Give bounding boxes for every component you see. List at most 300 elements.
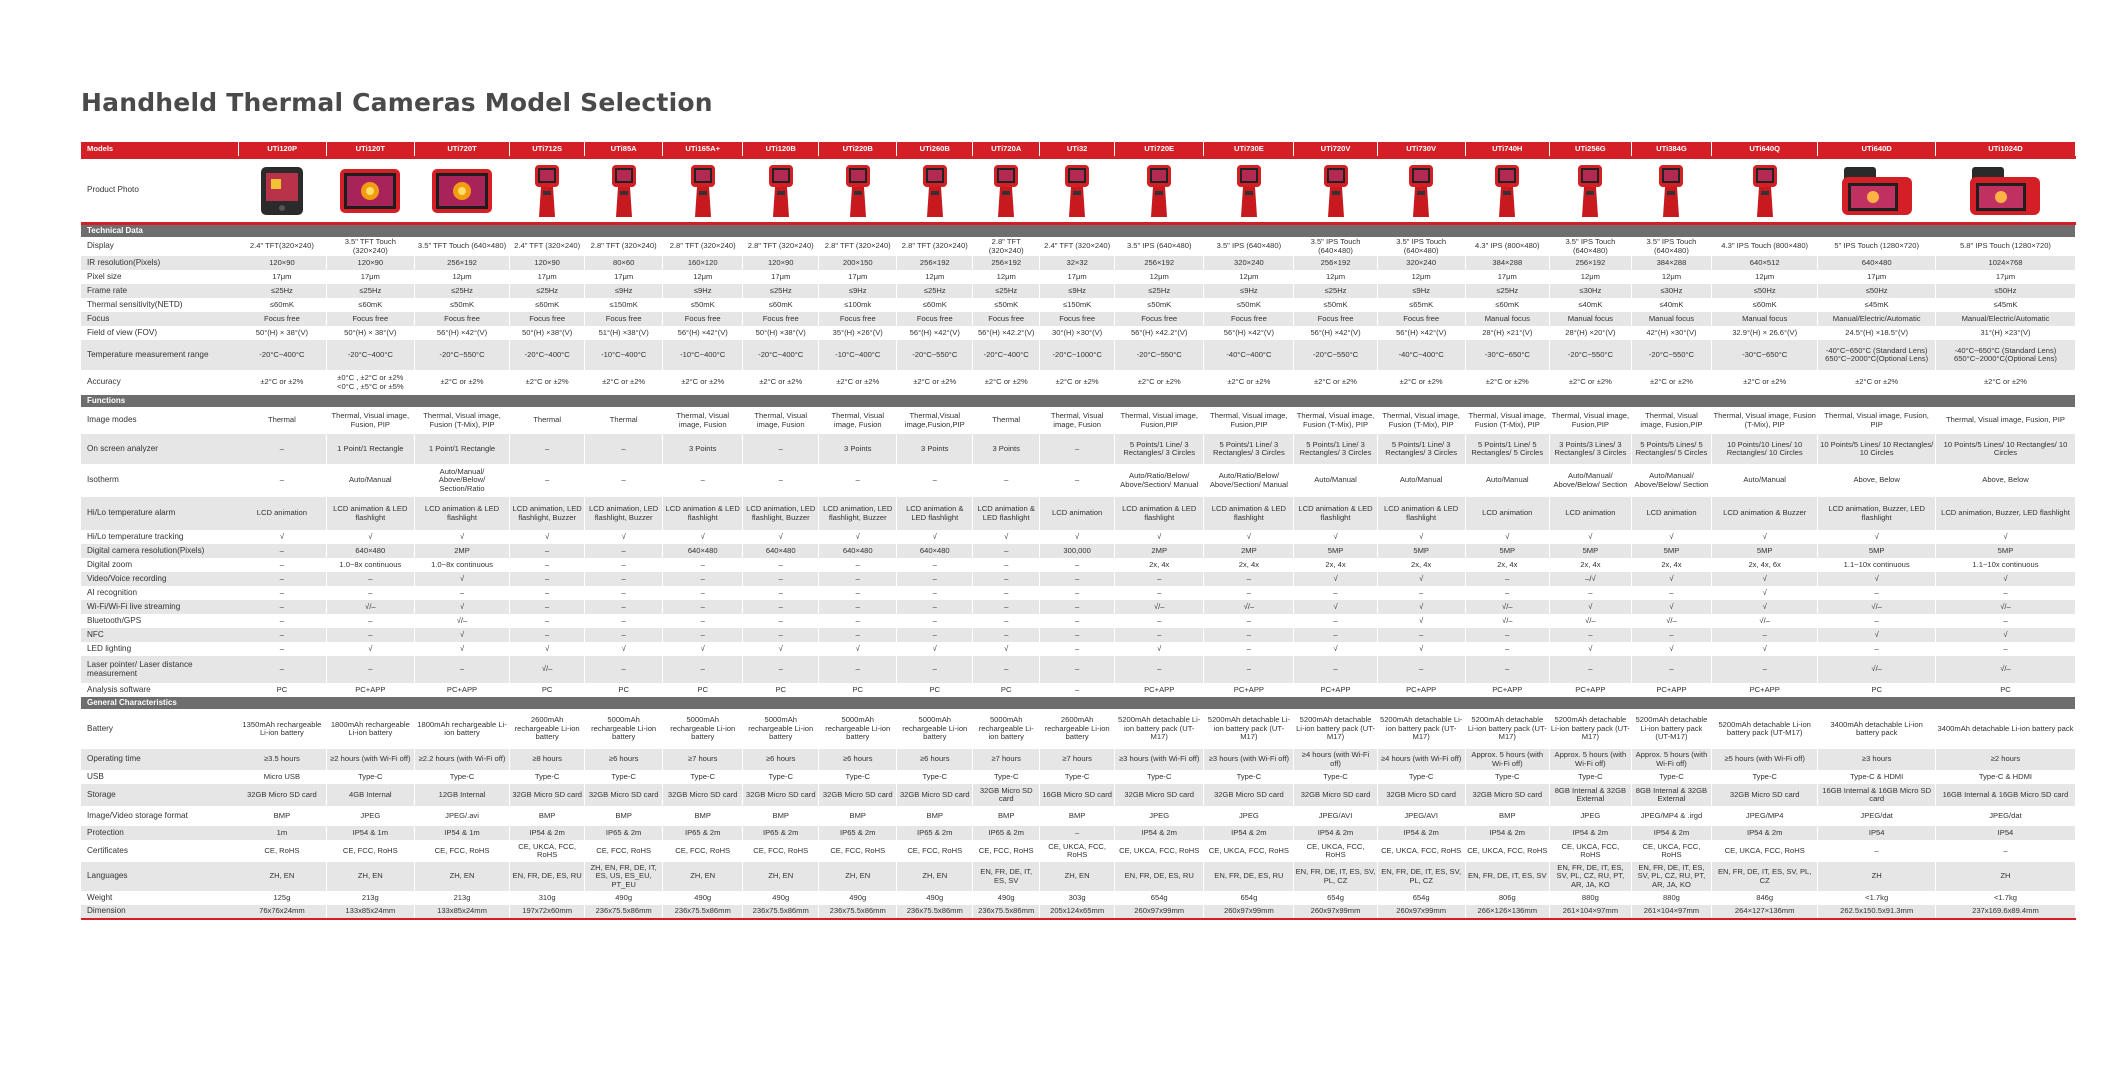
spec-value: √	[1377, 572, 1465, 586]
spec-value: 2MP	[1115, 544, 1204, 558]
spec-value: Manual focus	[1549, 312, 1631, 326]
spec-value: 10 Points/5 Lines/ 10 Rectangles/ 10 Circles	[1935, 434, 2075, 464]
spec-value: √	[663, 642, 743, 656]
spec-value: IP54	[1935, 826, 2075, 840]
spec-value: –	[1935, 614, 2075, 628]
spec-value: 56°(H) ×42°(V)	[897, 326, 973, 340]
spec-label: Image/Video storage format	[81, 806, 238, 826]
spec-value: IP54 & 1m	[414, 826, 509, 840]
spec-value: Thermal, Visual image, Fusion (T-Mix), PIP	[1377, 407, 1465, 434]
spec-row	[81, 407, 2076, 434]
product-photo-image	[328, 166, 413, 216]
spec-value: 1m	[238, 826, 326, 840]
spec-value: 205x124x65mm	[1040, 905, 1115, 919]
spec-value: √	[973, 642, 1040, 656]
product-photo-image	[898, 163, 971, 219]
spec-value: EN, FR, DE, ES, RU	[1204, 862, 1294, 891]
spec-value: EN, FR, DE, ES, RU	[1115, 862, 1204, 891]
spec-value: Focus free	[663, 312, 743, 326]
spec-value: PC+APP	[1465, 683, 1549, 697]
spec-value: PC	[973, 683, 1040, 697]
spec-value: Approx. 5 hours (with Wi-Fi off)	[1631, 749, 1711, 770]
spec-value: Thermal, Visual image, Fusion (T-Mix), PIP	[1294, 407, 1377, 434]
spec-value: ±2°C or ±2%	[1935, 370, 2075, 395]
spec-value: -10°C~400°C	[663, 340, 743, 370]
spec-value: √/–	[1711, 614, 1817, 628]
spec-value: JPEG/AVI	[1377, 806, 1465, 826]
spec-value: 236x75.5x86mm	[743, 905, 819, 919]
spec-row	[81, 544, 2076, 558]
spec-value: Type-C	[1465, 770, 1549, 784]
spec-value: ≤25Hz	[1294, 284, 1377, 298]
spec-value: √/–	[1115, 600, 1204, 614]
spec-value: –	[897, 572, 973, 586]
spec-value: 120×90	[326, 256, 414, 270]
spec-value: Focus free	[1204, 312, 1294, 326]
spec-value: 17μm	[1818, 270, 1936, 284]
spec-value: √	[1549, 600, 1631, 614]
spec-value: 17μm	[238, 270, 326, 284]
spec-value: –	[585, 434, 663, 464]
spec-value: -40°C~650°C (Standard Lens) 650°C~2000°C(Optional Lens)	[1935, 340, 2075, 370]
spec-value: Manual/Electric/Automatic	[1935, 312, 2075, 326]
spec-row	[81, 270, 2076, 284]
spec-value: 2.4" TFT (320×240)	[510, 237, 585, 256]
spec-value: LCD animation & Buzzer	[1711, 497, 1817, 530]
spec-value: JPEG	[326, 806, 414, 826]
spec-value: BMP	[743, 806, 819, 826]
spec-value: √	[819, 642, 897, 656]
spec-value: –	[973, 628, 1040, 642]
spec-value: 5000mAh rechargeable Li-ion battery	[819, 709, 897, 749]
spec-value: ±2°C or ±2%	[1711, 370, 1817, 395]
spec-value: –	[1204, 628, 1294, 642]
spec-value: LCD animation, LED flashlight, Buzzer	[510, 497, 585, 530]
spec-value: ≤9Hz	[1377, 284, 1465, 298]
spec-value: ±2°C or ±2%	[1204, 370, 1294, 395]
spec-value: √/–	[1935, 600, 2075, 614]
spec-value: 3 Points	[819, 434, 897, 464]
spec-value: 5MP	[1377, 544, 1465, 558]
product-photo	[1935, 158, 2075, 224]
spec-value: 806g	[1465, 891, 1549, 905]
spec-value: 5000mAh rechargeable Li-ion battery	[743, 709, 819, 749]
spec-value: 1800mAh rechargeable Li-ion battery	[414, 709, 509, 749]
spec-value: JPEG/AVI	[1294, 806, 1377, 826]
spec-value: –	[743, 600, 819, 614]
model-name: UTi260B	[897, 142, 973, 158]
spec-label: Certificates	[81, 840, 238, 862]
spec-value: CE, UKCA, FCC, RoHS	[1040, 840, 1115, 862]
spec-value: 16GB Micro SD card	[1040, 784, 1115, 806]
spec-value: –	[743, 434, 819, 464]
spec-value: Type-C	[819, 770, 897, 784]
spec-value: <1.7kg	[1818, 891, 1936, 905]
spec-value: 2x, 4x	[1377, 558, 1465, 572]
spec-value: √	[414, 572, 509, 586]
spec-value: -10°C~400°C	[585, 340, 663, 370]
section-title: Technical Data	[81, 224, 2076, 238]
spec-value: –	[585, 544, 663, 558]
spec-label: Frame rate	[81, 284, 238, 298]
spec-value: Auto/Manual/ Above/Below/ Section	[1631, 464, 1711, 497]
spec-value: √/–	[1631, 614, 1711, 628]
spec-value: 8GB Internal & 32GB External	[1549, 784, 1631, 806]
spec-label: Thermal sensitivity(NETD)	[81, 298, 238, 312]
product-photo	[1465, 158, 1549, 224]
spec-value: 256×192	[1549, 256, 1631, 270]
spec-value: BMP	[897, 806, 973, 826]
spec-row	[81, 370, 2076, 395]
spec-value: 76x76x24mm	[238, 905, 326, 919]
spec-value: –	[1818, 614, 1936, 628]
spec-value: ≤50mK	[1294, 298, 1377, 312]
spec-value: LCD animation & LED flashlight	[973, 497, 1040, 530]
spec-value: 32GB Micro SD card	[1465, 784, 1549, 806]
spec-value: 12μm	[1294, 270, 1377, 284]
spec-value: –	[1935, 586, 2075, 600]
spec-value: 640×480	[1818, 256, 1936, 270]
spec-value: CE, UKCA, FCC, RoHS	[1711, 840, 1817, 862]
spec-value: –	[326, 614, 414, 628]
spec-value: BMP	[1040, 806, 1115, 826]
spec-value: –	[1040, 628, 1115, 642]
spec-value: ≤50Hz	[1818, 284, 1936, 298]
spec-value: –	[1631, 628, 1711, 642]
spec-value: √/–	[1549, 614, 1631, 628]
spec-value: –	[973, 586, 1040, 600]
product-photo	[585, 158, 663, 224]
spec-value: Focus free	[897, 312, 973, 326]
spec-value: LCD animation & LED flashlight	[897, 497, 973, 530]
spec-value: ≥7 hours	[1040, 749, 1115, 770]
spec-value: BMP	[585, 806, 663, 826]
spec-value: 384×288	[1465, 256, 1549, 270]
spec-value: ≤150mK	[1040, 298, 1115, 312]
spec-value: –	[238, 464, 326, 497]
spec-value: –	[819, 558, 897, 572]
spec-value: √	[1549, 530, 1631, 544]
spec-value: 16GB Internal & 16GB Micro SD card	[1935, 784, 2075, 806]
spec-value: √	[1818, 628, 1936, 642]
spec-value: Approx. 5 hours (with Wi-Fi off)	[1465, 749, 1549, 770]
spec-value: 160×120	[663, 256, 743, 270]
product-photo-image	[974, 163, 1038, 219]
spec-value: Type-C	[326, 770, 414, 784]
spec-value: 213g	[326, 891, 414, 905]
spec-value: √/–	[414, 614, 509, 628]
spec-value: –	[510, 600, 585, 614]
spec-value: Thermal, Visual image, Fusion	[819, 407, 897, 434]
spec-value: BMP	[973, 806, 1040, 826]
spec-value: –	[585, 600, 663, 614]
spec-value: 31°(H) ×23°(V)	[1935, 326, 2075, 340]
spec-value: 236x75.5x86mm	[973, 905, 1040, 919]
product-photo	[743, 158, 819, 224]
spec-value: LCD animation & LED flashlight	[414, 497, 509, 530]
spec-value: √	[1294, 642, 1377, 656]
spec-value: –	[510, 434, 585, 464]
spec-value: –	[1204, 642, 1294, 656]
spec-value: 490g	[663, 891, 743, 905]
spec-value: Auto/Manual	[1711, 464, 1817, 497]
spec-value: 17μm	[585, 270, 663, 284]
spec-value: √	[510, 530, 585, 544]
spec-value: 5200mAh detachable Li-ion battery pack (UT-M17)	[1631, 709, 1711, 749]
spec-value: IP54 & 2m	[1115, 826, 1204, 840]
spec-value: IP54	[1818, 826, 1936, 840]
models-header-row	[81, 142, 2076, 158]
spec-value: –	[973, 656, 1040, 683]
spec-value: √	[1711, 642, 1817, 656]
spec-value: –	[326, 656, 414, 683]
spec-value: -30°C~650°C	[1465, 340, 1549, 370]
spec-value: 640×512	[1711, 256, 1817, 270]
spec-value: ≤50mK	[663, 298, 743, 312]
spec-value: √	[1631, 600, 1711, 614]
spec-value: 2x, 4x	[1204, 558, 1294, 572]
spec-value: LCD animation, Buzzer, LED flashlight	[1935, 497, 2075, 530]
spec-value: -40°C~400°C	[1377, 340, 1465, 370]
spec-value: 12μm	[1204, 270, 1294, 284]
spec-label: IR resolution(Pixels)	[81, 256, 238, 270]
spec-value: ≤50Hz	[1935, 284, 2075, 298]
model-name: UTi120T	[326, 142, 414, 158]
spec-value: √	[1294, 572, 1377, 586]
spec-value: EN, FR, DE, ES, RU	[510, 862, 585, 891]
spec-value: 3.5" IPS Touch (640×480)	[1549, 237, 1631, 256]
spec-value: 654g	[1115, 891, 1204, 905]
spec-value: 310g	[510, 891, 585, 905]
spec-value: Type-C	[585, 770, 663, 784]
spec-row	[81, 237, 2076, 256]
spec-value: 654g	[1294, 891, 1377, 905]
spec-value: ≤25Hz	[414, 284, 509, 298]
spec-value: 266×126×136mm	[1465, 905, 1549, 919]
spec-value: Thermal, Visual image, Fusion	[663, 407, 743, 434]
spec-value: IP65 & 2m	[585, 826, 663, 840]
spec-value: LCD animation & LED flashlight	[663, 497, 743, 530]
spec-label: Protection	[81, 826, 238, 840]
spec-value: 5" IPS Touch (1280×720)	[1818, 237, 1936, 256]
spec-value: 50°(H) ×38°(V)	[510, 326, 585, 340]
spec-value: 320×240	[1204, 256, 1294, 270]
spec-value: Type-C	[1711, 770, 1817, 784]
spec-value: PC+APP	[1204, 683, 1294, 697]
spec-value: 10 Points/5 Lines/ 10 Rectangles/ 10 Circles	[1818, 434, 1936, 464]
spec-label: Weight	[81, 891, 238, 905]
spec-value: Focus free	[819, 312, 897, 326]
spec-row	[81, 862, 2076, 891]
spec-value: 12μm	[973, 270, 1040, 284]
spec-value: √	[1935, 572, 2075, 586]
spec-value: 5000mAh rechargeable Li-ion battery	[973, 709, 1040, 749]
spec-value: ≤30Hz	[1549, 284, 1631, 298]
spec-value: 256×192	[414, 256, 509, 270]
spec-value: PC	[1935, 683, 2075, 697]
spec-value: ZH	[1818, 862, 1936, 891]
spec-value: 2.8" TFT (320×240)	[973, 237, 1040, 256]
spec-value: Thermal	[510, 407, 585, 434]
spec-row	[81, 256, 2076, 270]
spec-value: LCD animation & LED flashlight	[1294, 497, 1377, 530]
spec-value: PC+APP	[1115, 683, 1204, 697]
spec-label: Focus	[81, 312, 238, 326]
spec-value: –	[743, 586, 819, 600]
spec-value: –	[743, 628, 819, 642]
spec-value: –	[326, 628, 414, 642]
spec-value: √	[414, 642, 509, 656]
product-photo-image	[820, 163, 895, 219]
spec-value: 1024×768	[1935, 256, 2075, 270]
spec-value: EN, FR, DE, IT, ES, SV, PL, CZ	[1711, 862, 1817, 891]
spec-value: 2x, 4x	[1465, 558, 1549, 572]
spec-value: –	[1294, 614, 1377, 628]
spec-row	[81, 312, 2076, 326]
spec-value: –	[1040, 826, 1115, 840]
spec-value: 256×192	[1115, 256, 1204, 270]
spec-value: 32GB Micro SD card	[1204, 784, 1294, 806]
spec-label: Image modes	[81, 407, 238, 434]
spec-value: 30°(H) ×30°(V)	[1040, 326, 1115, 340]
spec-value: 50°(H) × 38°(V)	[238, 326, 326, 340]
spec-value: √	[585, 530, 663, 544]
spec-value: –	[510, 614, 585, 628]
spec-value: LCD animation & LED flashlight	[1204, 497, 1294, 530]
spec-value: LCD animation & LED flashlight	[1115, 497, 1204, 530]
spec-value: 1 Point/1 Rectangle	[414, 434, 509, 464]
model-name: UTi740H	[1465, 142, 1549, 158]
spec-label: On screen analyzer	[81, 434, 238, 464]
spec-value: PC+APP	[1549, 683, 1631, 697]
spec-value: 260x97x99mm	[1115, 905, 1204, 919]
spec-value: ≤45mK	[1818, 298, 1936, 312]
spec-value: PC	[238, 683, 326, 697]
spec-value: 12μm	[1115, 270, 1204, 284]
spec-row	[81, 298, 2076, 312]
spec-row	[81, 642, 2076, 656]
spec-value: PC	[897, 683, 973, 697]
product-photo	[1377, 158, 1465, 224]
spec-value: 56°(H) ×42°(V)	[663, 326, 743, 340]
spec-row	[81, 709, 2076, 749]
spec-value: –	[973, 464, 1040, 497]
spec-value: 12μm	[663, 270, 743, 284]
spec-value: √/–	[1204, 600, 1294, 614]
spec-value: √	[1377, 614, 1465, 628]
spec-label: AI recognition	[81, 586, 238, 600]
spec-value: –	[973, 572, 1040, 586]
spec-value: –	[1115, 656, 1204, 683]
spec-value: 2.8" TFT (320×240)	[743, 237, 819, 256]
spec-value: 1.1~10x continuous	[1935, 558, 2075, 572]
model-name: UTi720E	[1115, 142, 1204, 158]
spec-row	[81, 784, 2076, 806]
spec-value: Type-C	[510, 770, 585, 784]
spec-value: 10 Points/10 Lines/ 10 Rectangles/ 10 Circles	[1711, 434, 1817, 464]
spec-value: √/–	[1465, 600, 1549, 614]
spec-value: ≥8 hours	[510, 749, 585, 770]
spec-value: –	[326, 572, 414, 586]
spec-value: –	[238, 656, 326, 683]
spec-label: NFC	[81, 628, 238, 642]
spec-value: EN, FR, DE, IT, ES, SV, PL, CZ, RU, PT, AR, JA, KO	[1631, 862, 1711, 891]
spec-value: IP65 & 2m	[897, 826, 973, 840]
spec-value: ±2°C or ±2%	[1549, 370, 1631, 395]
spec-value: 3 Points	[897, 434, 973, 464]
spec-value: IP54 & 2m	[1631, 826, 1711, 840]
spec-value: –	[819, 600, 897, 614]
spec-value: 2MP	[1204, 544, 1294, 558]
spec-value: ±2°C or ±2%	[1631, 370, 1711, 395]
spec-value: 32GB Micro SD card	[585, 784, 663, 806]
spec-value: Type-C	[743, 770, 819, 784]
spec-value: 5 Points/1 Line/ 3 Rectangles/ 3 Circles	[1115, 434, 1204, 464]
spec-value: 2x, 4x	[1294, 558, 1377, 572]
spec-value: Thermal, Visual image, Fusion	[743, 407, 819, 434]
spec-value: –	[1465, 642, 1549, 656]
model-name: UTi720T	[414, 142, 509, 158]
spec-value: 56°(H) ×42°(V)	[1204, 326, 1294, 340]
spec-value: EN, FR, DE, IT, ES, SV	[973, 862, 1040, 891]
spec-value: –	[743, 464, 819, 497]
spec-value: 5MP	[1294, 544, 1377, 558]
spec-value: √	[1377, 530, 1465, 544]
spec-value: Focus free	[414, 312, 509, 326]
spec-row	[81, 891, 2076, 905]
spec-value: –	[238, 614, 326, 628]
spec-value: –	[1040, 656, 1115, 683]
spec-value: –	[1377, 586, 1465, 600]
spec-value: 5200mAh detachable Li-ion battery pack (UT-M17)	[1711, 709, 1817, 749]
spec-row	[81, 497, 2076, 530]
spec-value: ZH, EN	[897, 862, 973, 891]
spec-value: √	[1377, 600, 1465, 614]
spec-value: CE, UKCA, FCC, RoHS	[1631, 840, 1711, 862]
model-name: UTi1024D	[1935, 142, 2075, 158]
spec-value: ≤60mK	[326, 298, 414, 312]
spec-value: 490g	[585, 891, 663, 905]
spec-value: √	[1818, 572, 1936, 586]
section-header	[81, 224, 2076, 238]
spec-value: √	[414, 600, 509, 614]
spec-value: √	[1711, 530, 1817, 544]
spec-label: Digital camera resolution(Pixels)	[81, 544, 238, 558]
spec-value: Thermal,Visual image,Fusion,PIP	[897, 407, 973, 434]
spec-value: BMP	[819, 806, 897, 826]
product-photo-image	[1467, 163, 1548, 219]
spec-value: EN, FR, DE, IT, ES, SV	[1465, 862, 1549, 891]
model-name: UTi384G	[1631, 142, 1711, 158]
spec-value: CE, UKCA, FCC, RoHS	[1465, 840, 1549, 862]
spec-label: Pixel size	[81, 270, 238, 284]
spec-value: –	[973, 558, 1040, 572]
spec-value: –	[1204, 586, 1294, 600]
product-photo-image	[1551, 163, 1630, 219]
spec-value: –	[897, 464, 973, 497]
spec-value: 3.5" TFT Touch (320×240)	[326, 237, 414, 256]
spec-value: 300,000	[1040, 544, 1115, 558]
spec-value: CE, UKCA, FCC, RoHS	[1377, 840, 1465, 862]
spec-value: √/–	[1465, 614, 1549, 628]
spec-value: Approx. 5 hours (with Wi-Fi off)	[1549, 749, 1631, 770]
spec-value: –	[1935, 840, 2075, 862]
spec-value: IP65 & 2m	[819, 826, 897, 840]
spec-value: –	[1040, 600, 1115, 614]
spec-value: Focus free	[973, 312, 1040, 326]
spec-label: Hi/Lo temperature tracking	[81, 530, 238, 544]
spec-value: –	[1631, 656, 1711, 683]
